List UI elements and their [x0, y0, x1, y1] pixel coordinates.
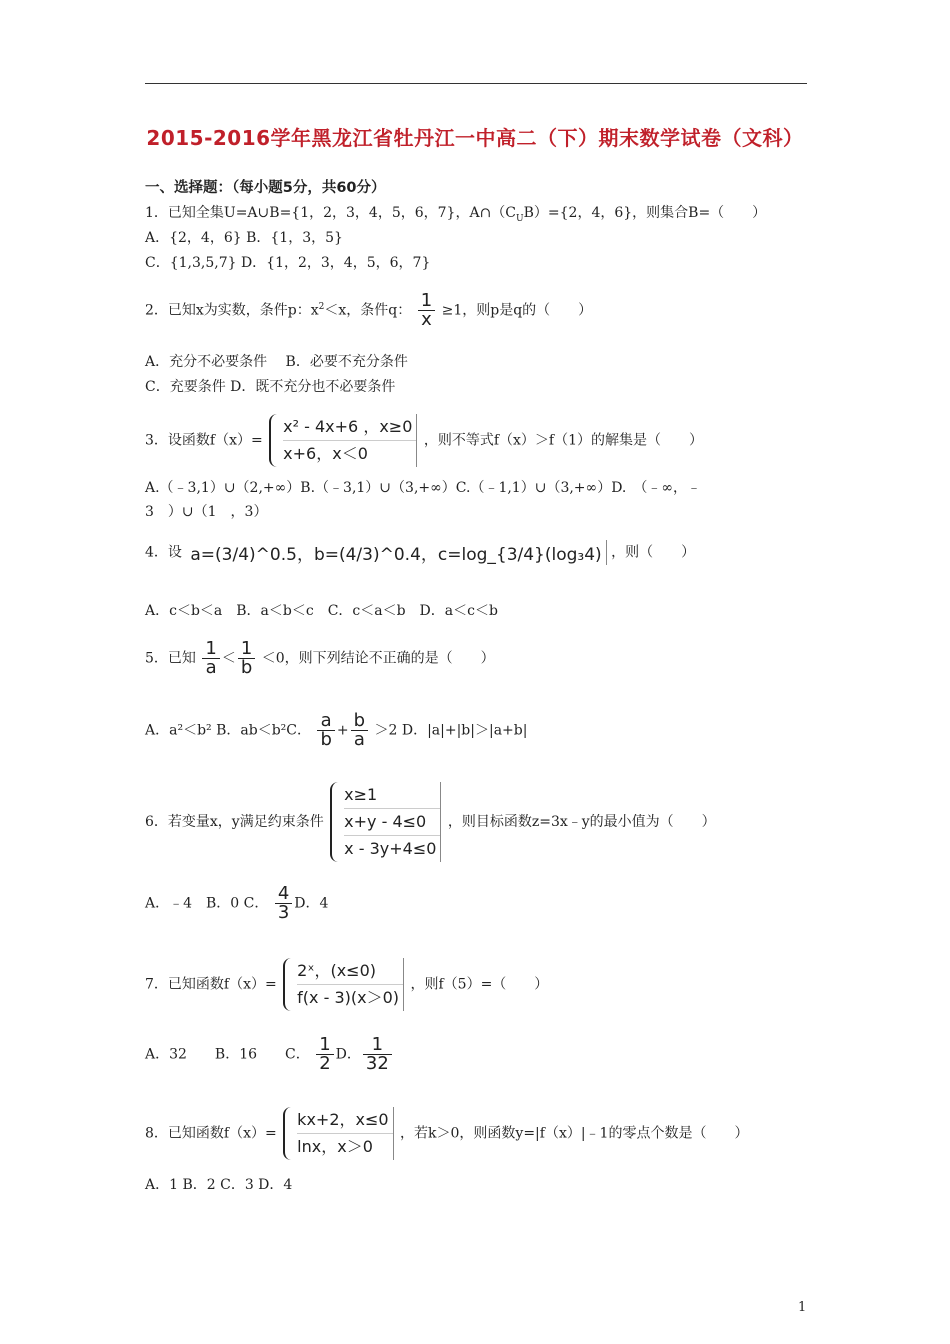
- question-3-options-line2: 3 ）∪（1 ，3）: [145, 504, 268, 520]
- exam-title: 2015-2016学年黑龙江省牡丹江一中高二（下）期末数学试卷（文科）: [146, 126, 804, 150]
- question-4-stem: 4．设 a=(3/4)^0.5，b=(4/3)^0.4，c=log_{3/4}(log₃4) ，则（ ）: [145, 540, 695, 565]
- piecewise-function-system: $\frac{\text{2ˣ，(x≤0)}}{f(x - 3)(x>0)}$: [283, 958, 404, 1011]
- fraction-1-over-32: $\frac{1}{32}$: [363, 1036, 392, 1073]
- fraction-a-over-b: $\frac{a}{b}$: [317, 712, 334, 749]
- question-5-options: A．a²＜b² B．ab＜b²C． $\frac{a}{b}$ + $\frac{b}{a}$ ＞2 D．|a|+|b|＞|a+b|: [145, 710, 528, 750]
- fraction-1-over-x: $\frac{1}{x}$: [418, 292, 435, 329]
- question-2-options-cd: C．充要条件 D．既不充分也不必要条件: [145, 379, 396, 395]
- question-2-stem: 2．已知x为实数，条件p：$x^2<x$，条件q： $\frac{1}{x}$ ≥1，则p是q的（ ）: [145, 290, 593, 330]
- question-1-options-ab: A．{2，4，6} B．{1，3，5}: [145, 230, 343, 246]
- question-7-stem: 7．已知函数f（x）= $\frac{\text{2ˣ，(x≤0)}}{f(x - 3)(x>0)}$ ，则f（5）=（ ）: [145, 958, 548, 1011]
- question-8-options: A．1 B．2 C．3 D．4: [145, 1177, 293, 1193]
- header-rule: [145, 83, 807, 84]
- piecewise-function-system: $\frac{\text{x² - 4x+6 ，x≥0}}{x+6,x<0}$: [269, 414, 417, 467]
- page-number: 1: [798, 1300, 807, 1315]
- fraction-1-over-a: $\frac{1}{a}$: [202, 640, 219, 677]
- question-5-stem: 5．已知 $\frac{1}{a}$ ＜ $\frac{1}{b}$ ＜0，则下列结论不正确的是（ ）: [145, 638, 495, 678]
- fraction-1-over-b: $\frac{1}{b}$: [238, 640, 255, 677]
- question-7-options: A．32 B．16 C． $\frac{1}{2}$ D． $\frac{1}{32}$: [145, 1036, 394, 1073]
- piecewise-function-system: $\frac{kx+2,x\le 0}{\ln x,x>0}$: [283, 1107, 393, 1160]
- question-2-options-ab: A．充分不必要条件 B．必要不充分条件: [145, 354, 408, 370]
- fraction-4-over-3: $\frac{4}{3}$: [275, 885, 292, 922]
- question-3-stem: 3．设函数f（x）= $\frac{\text{x² - 4x+6 ，x≥0}}{x+6,x<0}$ ，则不等式f（x）＞f（1）的解集是（ ）: [145, 414, 703, 467]
- question-3-options-line1: A.（﹣3,1）∪（2,+∞）B.（﹣3,1）∪（3,+∞）C.（﹣1,1）∪（3,+∞）D. （﹣∞，﹣: [145, 480, 702, 496]
- question-1-stem: 1．已知全集U=A∪B={1，2，3，4，5，6，7}，$A\cap(C_UB)=\{2$，4，6}，则集合B=（ ）: [145, 205, 767, 224]
- fraction-b-over-a: $\frac{b}{a}$: [351, 712, 368, 749]
- question-6-options: A．﹣4 B．0 C． $\frac{4}{3}$ D．4: [145, 883, 329, 923]
- question-4-options: A．c＜b＜a B．a＜b＜c C．c＜a＜b D．a＜c＜b: [145, 603, 498, 619]
- section-heading: 一、选择题：（每小题5分，共60分）: [145, 180, 386, 196]
- constraint-system: x≥1 x+y - 4≤0 x - 3y+4≤0: [330, 782, 441, 862]
- fraction-1-over-2: $\frac{1}{2}$: [316, 1036, 333, 1073]
- abc-definitions-expression: a=(3/4)^0.5，b=(4/3)^0.4，c=log_{3/4}(log₃4): [186, 540, 606, 565]
- question-8-stem: 8．已知函数f（x）= $\frac{kx+2,x\le 0}{\ln x,x>0}$ ，若k＞0，则函数y=|f（x）|﹣1的零点个数是（ ）: [145, 1107, 748, 1160]
- question-1-options-cd: C．{1,3,5,7} D．{1，2，3，4，5，6，7}: [145, 255, 431, 271]
- question-6-stem: 6．若变量x，y满足约束条件 x≥1 x+y - 4≤0 x - 3y+4≤0 ，则目标函数z=3x﹣y的最小值为（ ）: [145, 782, 716, 862]
